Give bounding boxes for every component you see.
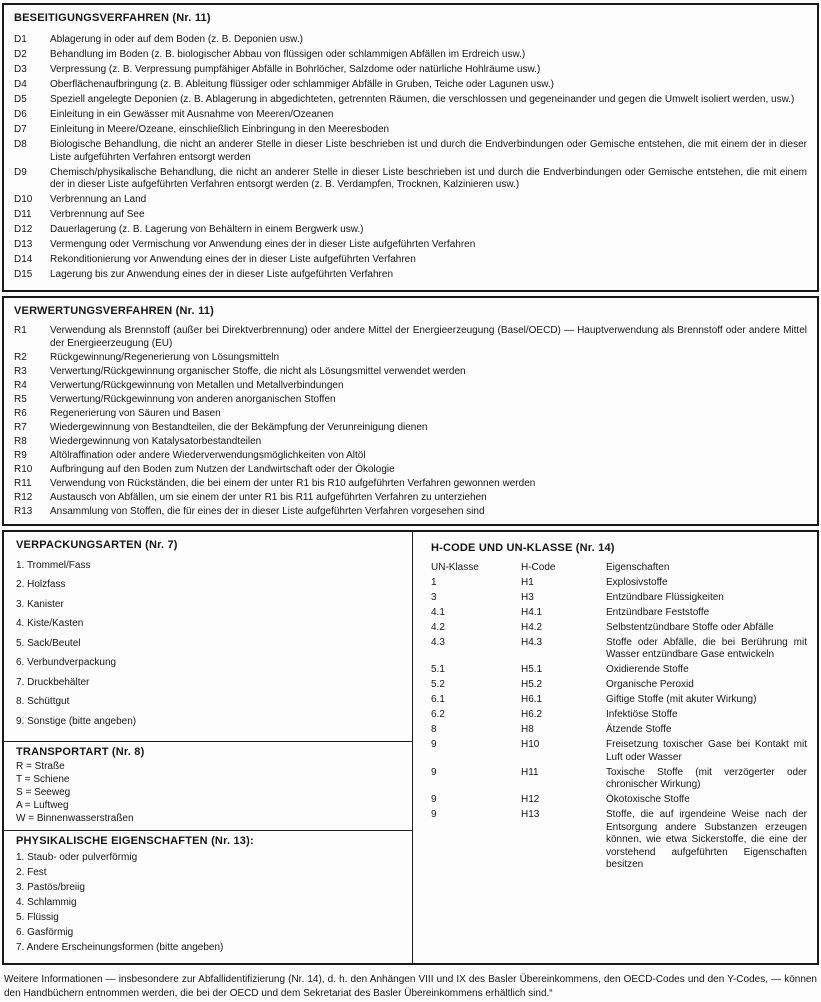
list-item: 5. Flüssig (16, 912, 59, 923)
table-row (431, 767, 807, 792)
item-text: Rekonditionierung vor Anwendung eines der in dieser Liste aufgeführten Verfahren (50, 254, 416, 265)
item-text: Chemisch/physikalische Behandlung, die nicht an anderer Stelle in dieser Liste beschrieben ist und durch die Endverbindungen oder Gemische entstehen, die mit einem der in dieser Liste aufgeführten Verfahren entsorgt werden (z. B. Verdampfen, Trocknen, Kalzinieren usw.) (50, 166, 807, 190)
list-item (14, 450, 807, 463)
table-row (431, 739, 807, 764)
list-item (14, 209, 807, 222)
item-code: D8 (14, 139, 27, 150)
list-item: 7. Andere Erscheinungsformen (bitte angeben) (16, 942, 224, 953)
list-item: S = Seeweg (16, 787, 71, 798)
item-text: Verpressung (z. B. Verpressung pumpfähiger Abfälle in Bohrlöcher, Salzdome oder natürliche Hohlräume usw.) (50, 64, 541, 75)
footer-note: Weitere Informationen — insbesondere zur Abfallidentifizierung (Nr. 14), d. h. den Anhängen VIII und IX des Basler Übereinkommens, den OECD-Codes und den Y-Codes, — können den Handbüchern entnommen werden, die bei der OECD und dem Sekretariat des Basler Übereinkommens erhältlich sind.“ (4, 974, 817, 999)
list-item (14, 239, 807, 252)
list-item (14, 422, 807, 435)
list-item: 8. Schüttgut (16, 696, 70, 707)
list-item: 1. Trommel/Fass (16, 559, 91, 571)
item-code: D1 (14, 34, 27, 45)
cell-eigenschaften: Freisetzung toxischer Gase bei Kontakt mit Luft oder Wasser (606, 739, 807, 763)
item-text: Ablagerung in oder auf dem Boden (z. B. Deponien usw.) (50, 34, 303, 45)
item-code: D9 (14, 166, 27, 178)
list-item (14, 139, 807, 164)
cell-un-klasse: 4.3 (431, 636, 445, 648)
list-item (14, 64, 807, 77)
list-item (14, 224, 807, 237)
item-code: R1 (14, 325, 27, 336)
list-item (14, 380, 807, 393)
list-item: A = Luftweg (16, 800, 69, 811)
list-item (14, 366, 807, 379)
list-item (14, 167, 807, 192)
list-item (14, 478, 807, 491)
item-text: Lagerung bis zur Anwendung eines der in dieser Liste aufgeführten Verfahren (50, 269, 394, 280)
cell-h-code: H4.1 (521, 606, 543, 618)
list-item (14, 79, 807, 92)
cell-h-code: H3 (521, 591, 534, 603)
item-code: R10 (14, 463, 33, 475)
table-row (431, 622, 807, 635)
list-item: T = Schiene (16, 774, 70, 785)
cell-un-klasse: 8 (431, 724, 437, 735)
column-header-un-klasse: UN-Klasse (431, 561, 479, 573)
list-item (14, 124, 807, 137)
item-code: D7 (14, 124, 27, 135)
item-text: Verwertung/Rückgewinnung von Metallen und Metallverbindungen (50, 379, 344, 391)
cell-h-code: H10 (521, 739, 540, 750)
cell-un-klasse: 9 (431, 739, 437, 750)
cell-un-klasse: 5.1 (431, 664, 445, 675)
cell-h-code: H4.2 (521, 621, 543, 633)
beseitigungsverfahren-list (14, 34, 807, 282)
cell-un-klasse: 5.2 (431, 679, 445, 690)
item-code: R2 (14, 351, 27, 363)
table-row (431, 577, 807, 590)
list-item: 4. Kiste/Kasten (16, 618, 84, 629)
table-row (431, 724, 807, 737)
hcode-table-header (431, 562, 807, 575)
list-item (14, 325, 807, 350)
item-text: Einleitung in Meere/Ozeane, einschließlich Einbringung in den Meeresboden (50, 124, 390, 135)
list-item: 2. Holzfass (16, 579, 66, 590)
cell-h-code: H8 (521, 724, 534, 735)
item-text: Regenerierung von Säuren und Basen (50, 407, 221, 419)
table-row (431, 794, 807, 807)
item-code: D11 (14, 209, 32, 220)
section-verwertungsverfahren (2, 296, 819, 526)
cell-eigenschaften: Toxische Stoffe (mit verzögerter oder chronischer Wirkung) (606, 766, 807, 790)
cell-un-klasse: 6.1 (431, 694, 445, 705)
list-item (14, 49, 807, 62)
item-code: R4 (14, 379, 27, 391)
list-item (14, 109, 807, 122)
cell-eigenschaften: Ätzende Stoffe (606, 724, 672, 735)
cell-eigenschaften: Stoffe, die auf irgendeine Weise nach der Entsorgung andere Substanzen erzeugen können, wie etwa Sickerstoffe, die eine der vorstehend aufgeführten Eigenschaften besitzen (606, 809, 807, 870)
item-code: R7 (14, 421, 27, 433)
item-text: Dauerlagerung (z. B. Lagerung von Behältern in einem Bergwerk usw.) (50, 224, 364, 235)
list-item: 5. Sack/Beutel (16, 637, 81, 649)
table-row (431, 694, 807, 707)
item-text: Verwertung/Rückgewinnung von anderen anorganischen Stoffen (50, 393, 336, 405)
list-item: W = Binnenwasserstraßen (16, 813, 134, 824)
list-item (14, 506, 807, 519)
item-code: R9 (14, 449, 27, 461)
list-item (14, 254, 807, 267)
table-row (431, 664, 807, 677)
beseitigungsverfahren-title: BESEITIGUNGSVERFAHREN (Nr. 11) (14, 12, 211, 24)
cell-un-klasse: 9 (431, 766, 437, 778)
table-row (431, 592, 807, 605)
item-text: Rückgewinnung/Regenerierung von Lösungsmitteln (50, 351, 280, 363)
list-item: 2. Fest (16, 867, 47, 878)
item-text: Verbrennung an Land (50, 194, 147, 205)
hcode-title: H-CODE UND UN-KLASSE (Nr. 14) (431, 541, 615, 554)
item-text: Oberflächenaufbringung (z. B. Ableitung flüssiger oder schlammiger Abfälle in Gruben, Teiche oder Lagunen usw.) (50, 79, 555, 90)
table-row (431, 679, 807, 692)
cell-un-klasse: 1 (431, 576, 437, 588)
cell-h-code: H5.1 (521, 664, 543, 675)
cell-h-code: H5.2 (521, 679, 543, 690)
cell-h-code: H4.3 (521, 636, 543, 648)
cell-eigenschaften: Giftige Stoffe (mit akuter Wirkung) (606, 694, 757, 705)
item-text: Wiedergewinnung von Katalysatorbestandteilen (50, 435, 262, 447)
cell-h-code: H6.1 (521, 694, 543, 705)
item-text: Austausch von Abfällen, um sie einem der unter R1 bis R11 aufgeführten Verfahren zu unterziehen (50, 491, 487, 503)
list-item: 9. Sonstige (bitte angeben) (16, 715, 137, 727)
list-item: 6. Verbundverpackung (16, 657, 117, 668)
cell-eigenschaften: Organische Peroxid (606, 679, 694, 690)
list-item: 7. Druckbehälter (16, 676, 90, 688)
cell-eigenschaften: Ökotoxische Stoffe (606, 794, 690, 805)
column-header-eigenschaften: Eigenschaften (606, 561, 670, 573)
cell-eigenschaften: Explosivstoffe (606, 576, 668, 588)
item-code: D10 (14, 194, 33, 205)
item-text: Verbrennung auf See (50, 209, 145, 220)
cell-un-klasse: 3 (431, 591, 437, 603)
list-item (14, 352, 807, 365)
table-row (431, 809, 807, 872)
verpackungsarten-title: VERPACKUNGSARTEN (Nr. 7) (16, 538, 178, 551)
list-item (14, 436, 807, 449)
bottom-left-column (4, 532, 413, 964)
list-item: 1. Staub- oder pulverförmig (16, 852, 138, 863)
item-code: R5 (14, 393, 27, 405)
cell-h-code: H6.2 (521, 709, 543, 720)
item-text: Behandlung im Boden (z. B. biologischer Abbau von flüssigen oder schlammigen Abfällen im Erdreich usw.) (50, 49, 526, 60)
cell-eigenschaften: Entzündbare Feststoffe (606, 606, 710, 618)
cell-un-klasse: 9 (431, 809, 437, 820)
column-header-h-code: H-Code (521, 561, 556, 573)
item-code: D4 (14, 79, 27, 90)
list-item (14, 34, 807, 47)
item-text: Biologische Behandlung, die nicht an anderer Stelle in dieser Liste beschrieben ist und durch die Endverbindungen oder Gemische entstehen, die mit einem der in dieser Liste aufgeführten Verfahren entsorgt werden (50, 139, 807, 163)
cell-un-klasse: 4.1 (431, 606, 445, 618)
item-text: Verwendung von Rückständen, die bei einem der unter R1 bis R10 aufgeführten Verfahren gewonnen werden (50, 477, 536, 489)
item-code: D12 (14, 224, 33, 235)
list-item (14, 408, 807, 421)
list-item (14, 394, 807, 407)
item-text: Verwertung/Rückgewinnung organischer Stoffe, die nicht als Lösungsmittel verwendet werden (50, 365, 466, 377)
list-item (14, 492, 807, 505)
item-code: R6 (14, 407, 27, 419)
physikalische-eigenschaften-title: PHYSIKALISCHE EIGENSCHAFTEN (Nr. 13): (16, 835, 254, 847)
section-verpackungsarten (4, 532, 412, 742)
item-text: Altölraffination oder andere Wiederverwendungsmöglichkeiten von Altöl (50, 449, 366, 461)
list-item: 3. Kanister (16, 598, 64, 610)
item-text: Verwendung als Brennstoff (außer bei Direktverbrennung) oder andere Mittel der Energieerzeugung (Basel/OECD) — Hauptverwendung als Brennstoff oder andere Mittel der Energieerzeugung (EU) (50, 325, 807, 349)
list-item: 3. Pastös/breiig (16, 882, 85, 893)
cell-eigenschaften: Stoffe oder Abfälle, die bei Berührung mit Wasser entzündbare Gase entwickeln (606, 636, 807, 660)
table-row (431, 637, 807, 662)
table-row (431, 709, 807, 722)
item-code: D2 (14, 49, 27, 60)
verwertungsverfahren-list (14, 325, 807, 518)
list-item (14, 194, 807, 207)
cell-un-klasse: 9 (431, 794, 437, 805)
cell-h-code: H1 (521, 576, 534, 588)
item-code: D6 (14, 109, 27, 120)
verwertungsverfahren-title: VERWERTUNGSVERFAHREN (Nr. 11) (14, 305, 214, 317)
list-item: 6. Gasförmig (16, 927, 74, 938)
item-code: D3 (14, 64, 27, 75)
cell-h-code: H12 (521, 794, 540, 805)
item-code: D13 (14, 239, 33, 250)
cell-h-code: H13 (521, 809, 540, 820)
section-transportart (4, 741, 412, 830)
list-item: 4. Schlammig (16, 897, 77, 908)
list-item (14, 94, 807, 107)
cell-eigenschaften: Infektiöse Stoffe (606, 709, 678, 720)
section-physikalische-eigenschaften (4, 830, 412, 963)
cell-eigenschaften: Oxidierende Stoffe (606, 664, 689, 675)
item-code: D5 (14, 94, 27, 105)
cell-un-klasse: 6.2 (431, 709, 445, 720)
item-text: Aufbringung auf den Boden zum Nutzen der Landwirtschaft oder der Ökologie (50, 463, 395, 475)
item-code: D14 (14, 254, 33, 265)
item-text: Einleitung in ein Gewässer mit Ausnahme von Meeren/Ozeanen (50, 109, 334, 120)
list-item: R = Straße (16, 761, 65, 772)
section-beseitigungsverfahren (2, 3, 819, 292)
section-bottom-grid (2, 530, 819, 966)
section-hcode-un-klasse (413, 532, 817, 964)
item-code: R8 (14, 435, 27, 447)
cell-un-klasse: 4.2 (431, 621, 445, 633)
cell-h-code: H11 (521, 766, 539, 778)
item-text: Speziell angelegte Deponien (z. B. Ablagerung in abgedichteten, getrennten Räumen, die verschlossen und gegeneinander und gegen die Umwelt isoliert werden, usw.) (50, 94, 795, 105)
cell-eigenschaften: Selbstentzündbare Stoffe oder Abfälle (606, 621, 774, 633)
item-code: R13 (14, 505, 33, 517)
item-text: Wiedergewinnung von Bestandteilen, die der Bekämpfung der Verunreinigung dienen (50, 421, 428, 433)
item-code: D15 (14, 269, 33, 280)
transportart-title: TRANSPORTART (Nr. 8) (16, 746, 145, 758)
item-text: Ansammlung von Stoffen, die für eines der in dieser Liste aufgeführten Verfahren vorgesehen sind (50, 505, 485, 517)
table-row (431, 607, 807, 620)
list-item (14, 269, 807, 282)
cell-eigenschaften: Entzündbare Flüssigkeiten (606, 591, 724, 603)
list-item (14, 464, 807, 477)
item-code: R3 (14, 365, 27, 377)
item-code: R11 (14, 477, 32, 489)
item-code: R12 (14, 491, 33, 503)
item-text: Vermengung oder Vermischung vor Anwendung eines der in dieser Liste aufgeführten Verfahren (50, 239, 476, 250)
